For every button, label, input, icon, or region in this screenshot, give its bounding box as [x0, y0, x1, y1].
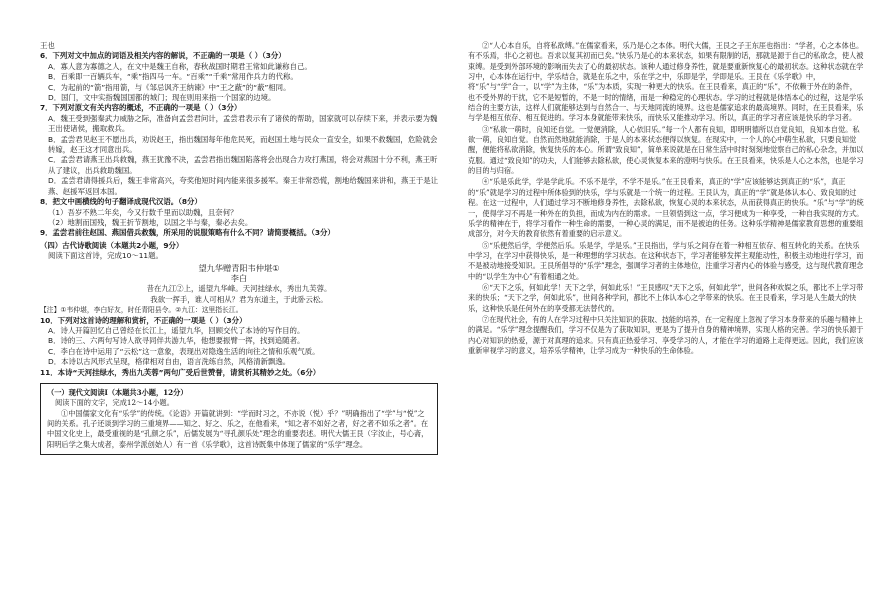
q8-item-1: （1）吾岁不熟二年矣，今又行数千里而以助魏，且奈何？	[48, 207, 238, 217]
q6-option-d: D．国门，文中实指魏国国都的城门；现在则用来指一个国家的边境。	[48, 93, 276, 103]
q6-option-a: A．寡人意为寡德之人，在文中是魏王自称，春秋战国时期君王常如此谦称自己。	[48, 61, 312, 71]
poem-title: 望九华赠青阳韦仲堪①	[198, 262, 280, 273]
paragraph-4: ④“乐是乐此学，学是学此乐。不乐不是学，不学不是乐。”在王艮看来，真正的“学”应该能够达到真正的“乐”，真正的“乐”就是学习的过程中所体验到的快乐，学与乐就是一个统一的过程。王艮认为，真正的“学”就是体认本心、致良知的过程。在这一过程中，人们通过学习不断地修身养性，去除私欲，恢复心灵的本来状态，从而获得真正的快乐。“乐”与“学”的统一，使得学习不再是一种外在的负担，而成为内在的需求。一旦领悟到这一点，学习便成为一种享受，一种自我实现的方式。乐学的精神在于，将学习看作一种生命的需要，一种心灵的满足，而不是被迫的任务。这种乐学精神是儒家教育思想的重要组成部分，对今天的教育依然有着重要的启示意义。	[468, 177, 864, 239]
q7-option-c: C．孟尝君请燕王出兵救魏，燕王犹豫不决，孟尝君指出魏国陷落将会出现合力攻打燕国，将会对燕国十分不利，燕王听从了建议，出兵救助魏国。	[48, 155, 438, 175]
poem-note: 【注】①韦仲堪，李白好友，时任青阳县令。②九江：这里指长江。	[40, 306, 243, 315]
q10-option-b: B．诗的三、六两句写诗人欲寻同伴共游九华，他想要振臂一挥，找到追随者。	[48, 336, 305, 346]
q7-option-a: A．魏王受到强秦武力威胁之际，准备向孟尝君问计，孟尝君表示有了诸侯的帮助，国家就可以存续下来，并表示要为魏王出使诸侯，搬取救兵。	[48, 113, 438, 134]
top-line: 王也	[40, 41, 55, 50]
q7-option-d: D．孟尝君请得援兵后，魏王非常高兴，夸奖他短时间内能来很多援军。秦王非常恐慌，割地给魏国来讲和，燕王于是让燕、赵援军返回本国。	[48, 176, 439, 196]
q6-option-c: C．为起前的“箭”指用箭，与《邹忌讽齐王纳谏》中“王之蔽”的“蔽”相同。	[48, 82, 291, 92]
paragraph-7: ⑦在现代社会，有的人在学习过程中只关注知识的获取、技能的培养，在一定程度上忽视了学习本身带来的乐趣与精神上的满足。“乐学”理念提醒我们，学习不仅是为了获取知识，更是为了提升自身的精神境界，实现人格的完善。学习的快乐源于内心对知识的热爱，源于对真理的追求。只有真正热爱学习、享受学习的人，才能在学习的道路上走得更远。因此，我们应该重新审视学习的意义，培养乐学精神，让学习成为一种快乐的生命体验。	[468, 314, 864, 355]
q10-option-d: D．本诗以古风形式呈现，格律相对自由，语言洗练自然，风格清新飘逸。	[48, 357, 291, 367]
left-column	[40, 41, 438, 455]
question-9: 9．孟尝君前往赵国、燕国借兵救魏，所采用的说服策略有什么不同？请简要概括。（3分）	[40, 228, 335, 238]
poem-line-1: 昔在九江②上，遥望九华峰。天河挂绿水，秀出九芙蓉。	[146, 284, 332, 294]
section-4-intro: 阅读下面这首诗，完成10～11题。	[48, 251, 163, 261]
poem-line-2: 我欲一挥手，谁人可相从？君为东道主，于此卧云松。	[150, 294, 328, 304]
q6-option-b: B．百乘即一百辆兵车，“乘”指四马一车。“百乘”“千乘”常用作兵力的代称。	[48, 72, 298, 82]
poem-author: 李白	[230, 272, 248, 283]
paragraph-2: ②“人心本自乐，自将私欲缚。”在儒家看来，乐乃是心之本体。明代大儒，王艮之子王东厓也指出：“学者，心之本体也。有不乐焉，非心之初也。吾求以复其初而已矣。”快乐乃是心的本来状态，如果有限制的话，那就是源于自己的私欲念，使人被束缚。是受到外部环境的影响而失去了心的最初状态。该种人通过修身养性，就是要重新恢复心的最初状态。这种状态就在学习中，心本体在运行中，学乐结合，就是在乐之中，乐在学之中，乐即是学，学即是乐。王艮在《乐学歌》中，将“乐”与“学”合一，以“学”为主体，“乐”为本质，实现一种更大的快乐。在王艮看来，真正的“乐”，不依赖于外在的条件，也不受外界的干扰，它不是短暂的，不是一时的情绪，而是一种稳定的心理状态。学习的过程就是体悟本心的过程，这是学乐结合的主要方法，这样人们就能够达到与自然合一、与天地同流的境界。这也是儒家追求的最高境界。同时，在王艮看来，乐与学是相互依存、相互促进的。学习本身就能带来快乐，而快乐又能推动学习。所以，真正的学习者应该是快乐的学习者。	[468, 41, 864, 123]
right-column	[468, 41, 864, 357]
section-4-header: （四）古代诗歌阅读（本题共2小题，9分）	[40, 240, 184, 250]
q10-option-a: A．诗人开篇回忆自己曾经在长江上，遥望九华，回顾交代了本诗的写作目的。	[48, 325, 305, 335]
question-7: 7．下列对原文有关内容的概述，不正确的一项是（ ）（3分）	[40, 103, 242, 113]
modern-reading-intro: 阅读下面的文字，完成12～14小题。	[55, 398, 174, 408]
question-11: 11．本诗“天河挂绿水，秀出九芙蓉”两句广受后世赞誉，请赏析其精妙之处。（6分）	[40, 367, 321, 377]
question-6: 6．下列对文中加点的词语及相关内容的解说，不正确的一项是（ ）（3分）	[40, 51, 286, 61]
question-10: 10．下列对这首诗的理解和赏析，不正确的一项是（ ）（3分）	[40, 315, 247, 325]
q7-option-b: B．孟尝君见赵王不愿出兵，劝说赵王，指出魏国每年他危民死，而赵国土地与民众一直安全，如果不救魏国，危险就会转嫁，赵王这才同意出兵。	[48, 134, 438, 155]
q8-item-2: （2）地割而国残，魏王折节割地，以国之半与秦，秦必去矣。	[48, 217, 253, 227]
modern-reading-box	[40, 383, 438, 455]
question-8: 8．把文中画横线的句子翻译成现代汉语。（8分）	[40, 197, 202, 207]
q10-option-c: C．李白在诗中运用了“云松”这一意象，表现出对隐逸生活的向往之情和乐观气质。	[48, 346, 320, 356]
paragraph-6: ⑥“天下之乐，何如此学！天下之学，何如此乐！”王艮感叹“天下之乐，何如此学”，世间各种欢娱之乐，都比不上学习带来的快乐；“天下之学，何如此乐”，世间各种学问，都比不上体认本心之学带来的快乐。在王艮看来，学习是人生最大的快乐，这种快乐是任何外在的享受都无法替代的。	[468, 282, 864, 313]
modern-reading-paragraph-1: ①中国儒家文化有“乐学”的传统。《论语》开篇就讲到：“学而时习之，不亦说（悦）乎？”明确指出了“学”与“悦”之间的关系。孔子还谈到学习的三重境界——知之、好之、乐之，在他看来，“知之者不如好之者，好之者不如乐之者”。在中国文化史上，最受重视的是“孔颜之乐”，后儒发展为“寻孔颜乐处”理念的重要表述。明代大儒王艮（字汝止，号心斋，阳明后学之集大成者，泰州学派创始人）有一首《乐学歌》，这首诗既集中体现了儒家的“乐学”理念。	[47, 408, 429, 449]
paragraph-3: ③“私欲一萌时，良知还自觉。一觉便消除，人心依旧乐。”每一个人都有良知，即明明德所以自觉良知，良知本自觉。私欲一萌，良知自觉。自然而然地就能消除，于是人的本来状态便得以恢复。在现实中，一个人的心中萌生私欲，只要良知觉醒，便能将私欲消除，恢复快乐的本心。所谓“致良知”，简单来说就是在日常生活中时时刻刻地觉察自己的私心杂念，并加以克服。通过“致良知”的功夫，人们能够去除私欲，使心灵恢复本来的澄明与快乐。在王艮看来，快乐是人心之本然，也是学习的目的与归宿。	[468, 124, 864, 176]
paragraph-5: ⑤“乐便然后学，学便然后乐。乐是学，学是乐。”王艮指出，学与乐之间存在着一种相互依存、相互转化的关系。在快乐中学习，在学习中获得快乐，是一种理想的学习状态。在这种状态下，学习者能够发挥主观能动性，积极主动地进行学习，而不是被动地接受知识。王艮所倡导的“乐学”理念，强调学习者的主体地位，注重学习者内心的体验与感受，这与现代教育理念中的“以学生为中心”有着相通之处。	[468, 240, 864, 281]
modern-reading-header: （一）现代文阅读Ⅰ（本题共3小题，12分）	[47, 388, 188, 397]
